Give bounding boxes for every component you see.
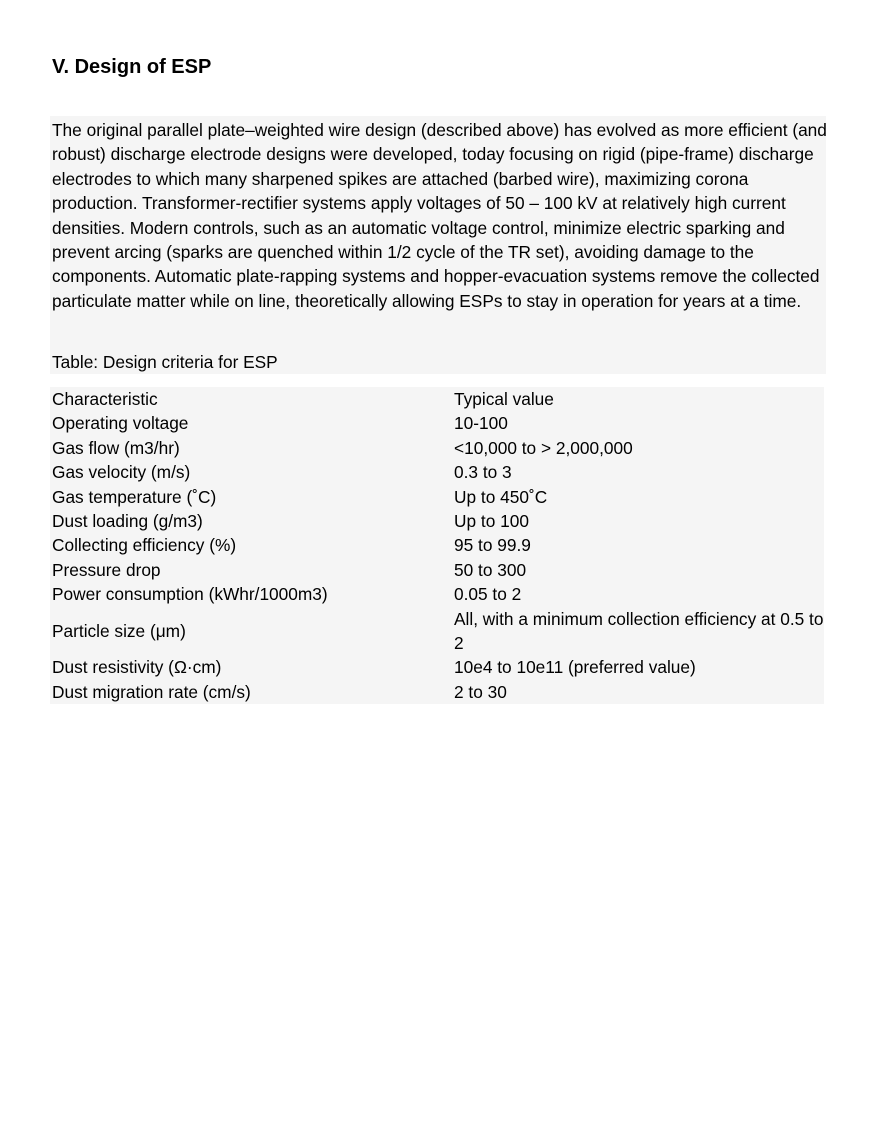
value-cell: Up to 100 <box>454 511 529 532</box>
value-cell: 2 to 30 <box>454 681 507 702</box>
characteristic-cell: Operating voltage <box>52 413 189 434</box>
body-paragraph: The original parallel plate–weighted wire design (described above) has evolved as more efficient (and robust) discharge electrode designs were developed, today focusing on rigid (pipe-frame) discharge electrodes to which many sharpened spikes are attached (barbed wire), maximizing corona production. Transformer-rectifier systems apply voltages of 50 – 100 kV at relatively high current densities. Modern controls, such as an automatic voltage control, minimize electric sparking and prevent arcing (sparks are quenched within 1/2 cycle of the TR set), avoiding damage to the components. Automatic plate-rapping systems and hopper-evacuation systems remove the collected particulate matter while on line, theoretically allowing ESPs to stay in operation for years at a time. <box>52 120 827 311</box>
header-cell-typical-value: Typical value <box>454 389 554 409</box>
header-cell-characteristic: Characteristic <box>52 389 158 409</box>
value-cell: 10e4 to 10e11 (preferred value) <box>454 657 696 678</box>
characteristic-cell: Dust resistivity (Ω·cm) <box>52 657 222 678</box>
table-row <box>52 533 824 557</box>
table-row <box>52 436 824 460</box>
table-row <box>52 558 824 582</box>
table-row <box>52 607 824 656</box>
value-cell: 50 to 300 <box>454 559 527 580</box>
characteristic-cell: Dust migration rate (cm/s) <box>52 681 251 702</box>
characteristic-cell: Gas velocity (m/s) <box>52 462 191 483</box>
table-row <box>52 485 824 509</box>
value-cell: All, with a minimum collection efficiency at 0.5 to 2 <box>454 608 824 654</box>
section-heading: V. Design of ESP <box>52 56 212 78</box>
characteristic-cell: Dust loading (g/m3) <box>52 511 203 532</box>
value-cell: <10,000 to > 2,000,000 <box>454 437 633 458</box>
table-row <box>52 582 824 606</box>
table-row <box>52 411 824 435</box>
characteristic-cell: Gas temperature (˚C) <box>52 486 217 507</box>
characteristic-cell: Pressure drop <box>52 559 161 580</box>
text-block <box>50 116 826 374</box>
table-row <box>52 680 824 704</box>
value-cell: 10-100 <box>454 413 508 434</box>
characteristic-cell: Gas flow (m3/hr) <box>52 437 180 458</box>
characteristic-cell: Particle size (μm) <box>52 620 186 641</box>
table-caption: Table: Design criteria for ESP <box>52 352 278 372</box>
design-criteria-table <box>52 387 824 704</box>
value-cell: 95 to 99.9 <box>454 535 531 556</box>
value-cell: 0.3 to 3 <box>454 462 512 483</box>
design-criteria-table-block <box>50 387 824 704</box>
table-row <box>52 655 824 679</box>
value-cell: 0.05 to 2 <box>454 584 522 605</box>
value-cell: Up to 450˚C <box>454 486 548 507</box>
table-row <box>52 460 824 484</box>
characteristic-cell: Collecting efficiency (%) <box>52 535 237 556</box>
characteristic-cell: Power consumption (kWhr/1000m3) <box>52 584 328 605</box>
table-header-row <box>52 387 824 411</box>
table-row <box>52 509 824 533</box>
